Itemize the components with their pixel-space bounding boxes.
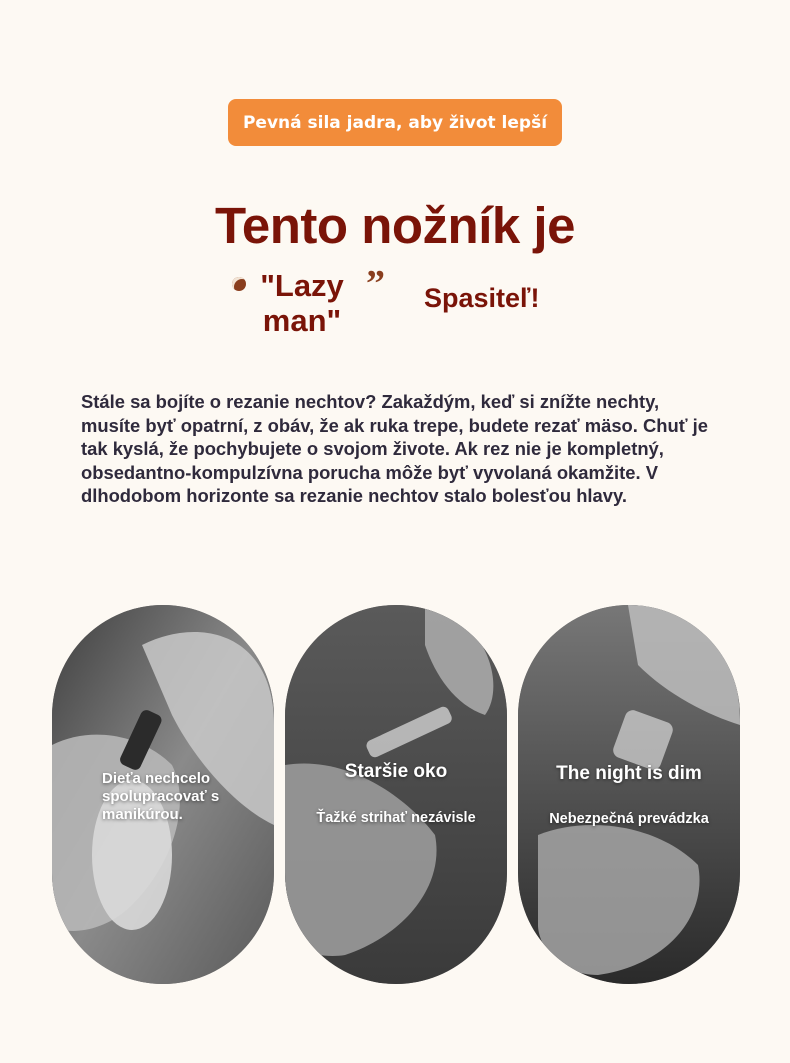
bullet-dot-icon bbox=[232, 277, 246, 291]
card-night-subtitle: Nebezpečná prevádzka bbox=[549, 811, 709, 827]
night-hand-photo bbox=[518, 605, 740, 984]
lazy-man-quote bbox=[252, 268, 352, 338]
slogan-badge bbox=[228, 99, 562, 146]
card-night bbox=[518, 605, 740, 984]
savior-text: Spasiteľ! bbox=[424, 283, 540, 313]
card-elderly-title: Staršie oko bbox=[344, 761, 448, 782]
card-night-title: The night is dim bbox=[556, 763, 702, 784]
lazy-man-quote-line1: "Lazy bbox=[260, 268, 344, 303]
elderly-hand-photo bbox=[285, 605, 507, 984]
card-child-text: Dieťa nechcelo spolupracovať s manikúrou. bbox=[102, 770, 220, 823]
page-title: Tento nožník je bbox=[215, 197, 575, 254]
lazy-man-quote-line2: man" bbox=[262, 303, 342, 338]
card-elderly bbox=[285, 605, 507, 984]
card-elderly-subtitle: Ťažké strihať nezávisle bbox=[316, 810, 476, 826]
close-quote-icon: ” bbox=[366, 263, 385, 305]
slogan-badge-label: Pevná sila jadra, aby život lepší bbox=[242, 112, 548, 133]
card-child bbox=[52, 605, 274, 984]
intro-paragraph: Stále sa bojíte o rezanie nechtov? Zakaždým, keď si znížte nechty, musíte byť opatrní, z obáv, že ak ruka trepe, budete rezať mäso. Chuť je tak kyslá, že pochybujete o svojom živote. Ak rez nie je kompletný, obsedantno-kompulzívna porucha môže byť vyvolaná okamžite. V dlhodobom horizonte sa rezanie nechtov stalo bolesťou hlavy. bbox=[81, 391, 709, 506]
